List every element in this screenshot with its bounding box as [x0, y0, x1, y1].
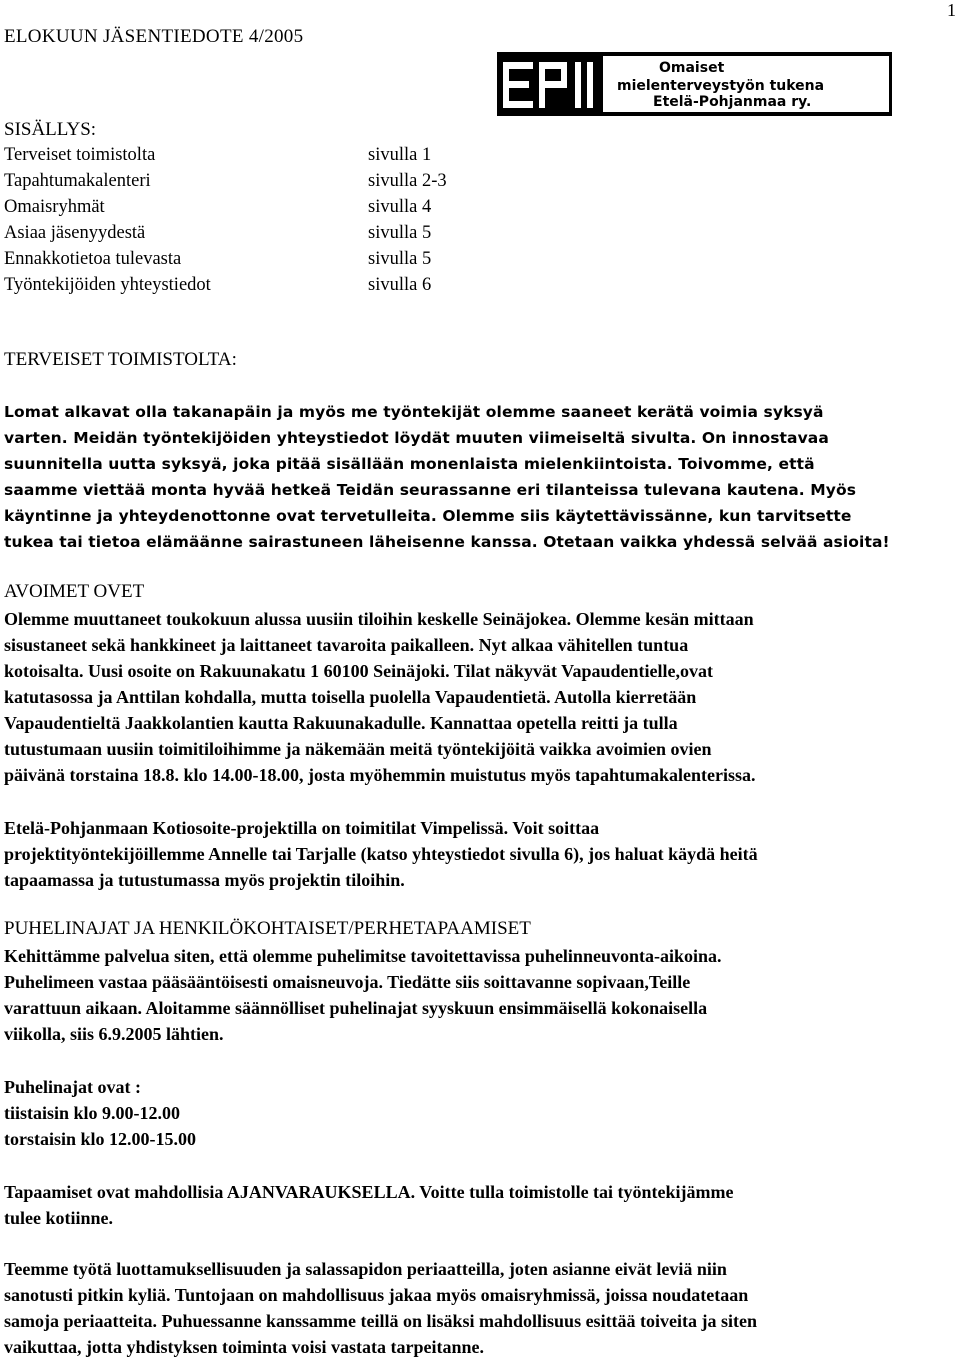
phone-hours-list-heading: Puhelinajat ovat :	[4, 1077, 141, 1097]
organization-logo	[497, 52, 892, 116]
toc-item-label: Ennakkotietoa tulevasta	[4, 249, 182, 269]
toc-item-page: sivulla 4	[368, 197, 432, 217]
page-number: 1	[947, 0, 956, 20]
phone-hours-item: torstaisin klo 12.00-15.00	[4, 1129, 197, 1149]
toc-item-page: sivulla 6	[368, 275, 432, 295]
paragraph-line: tapaamassa ja tutustumassa myös projektin tiloihin.	[4, 870, 405, 890]
confidentiality-paragraph	[4, 1256, 954, 1360]
toc-item-label: Terveiset toimistolta	[4, 145, 156, 165]
phone-hours-heading: PUHELINAJAT JA HENKILÖKOHTAISET/PERHETAPAAMISET	[4, 918, 531, 939]
toc-item-page: sivulla 2-3	[368, 171, 447, 191]
toc-item-page: sivulla 1	[368, 145, 432, 165]
paragraph-line: varattuun aikaan. Aloitamme säännölliset puhelinajat syyskuun ensimmäisellä kokonaisella	[4, 998, 708, 1018]
paragraph-line: varten. Meidän työntekijöiden yhteystiedot löydät muuten viimeiseltä sivulta. On innostavaa	[4, 429, 829, 447]
greetings-heading: TERVEISET TOIMISTOLTA:	[4, 349, 237, 370]
paragraph-line: sisustaneet sekä hankkineet ja laittaneet tavaroita paikalleen. Nyt alkaa vähitellen tuntua	[4, 635, 689, 655]
toc-item-label: Asiaa jäsenyydestä	[4, 223, 146, 243]
logo-text-line-3: Etelä-Pohjanmaa ry.	[653, 94, 812, 110]
open-doors-heading: AVOIMET OVET	[4, 581, 145, 602]
paragraph-line: katutasossa ja Anttilan kohdalla, mutta toisella puolella Vapaudentietä. Autolla kierretään	[4, 687, 697, 707]
paragraph-line: samoja periaatteita. Puhuessanne kanssamme teillä on lisäksi mahdollisuus esittää toiveita ja siten	[4, 1311, 758, 1331]
paragraph-line: Etelä-Pohjanmaan Kotiosoite-projektilla on toimitilat Vimpelissä. Voit soittaa	[4, 818, 600, 838]
paragraph-line: käyntinne ja yhteydenottonne ovat tervetulleita. Olemme siis käytettävissänne, kun tarvitsette	[4, 507, 852, 525]
paragraph-line: Lomat alkavat olla takanapäin ja myös me työntekijät olemme saaneet kerätä voimia syksyä	[4, 403, 824, 421]
appointments-paragraph	[4, 1179, 954, 1231]
home-support-paragraph	[4, 815, 954, 893]
phone-hours-item: tiistaisin klo 9.00-12.00	[4, 1103, 181, 1123]
logo-text-line-1: Omaiset	[659, 60, 725, 76]
phone-hours-list	[4, 1074, 954, 1152]
paragraph-line: projektityöntekijöillemme Annelle tai Tarjalle (katso yhteystiedot sivulla 6), jos haluat käydä heitä	[4, 844, 758, 864]
toc-heading: SISÄLLYS:	[4, 119, 97, 140]
open-doors-paragraph	[4, 606, 954, 788]
paragraph-line: tulee kotiinne.	[4, 1208, 114, 1228]
paragraph-line: Teemme työtä luottamuksellisuuden ja salassapidon periaatteilla, joten asianne eivät leviä niin	[4, 1259, 727, 1279]
toc-item-page: sivulla 5	[368, 249, 432, 269]
logo-text-line-2: mielenterveystyön tukena	[617, 78, 825, 94]
paragraph-line: sanotusti pitkin kyliä. Tuntojaan on mahdollisuus jakaa myös omaisryhmissä, joissa noudatetaan	[4, 1285, 749, 1305]
paragraph-line: tutustumaan uusiin toimitiloihimme ja näkemään meitä työntekijöitä vaikka avoimien ovien	[4, 739, 712, 759]
paragraph-line: päivänä torstaina 18.8. klo 14.00-18.00, josta myöhemmin muistutus myös tapahtumakalenterissa.	[4, 765, 756, 785]
paragraph-line: Tapaamiset ovat mahdollisia AJANVARAUKSELLA. Voitte tulla toimistolle tai työntekijämme	[4, 1182, 734, 1202]
greetings-paragraph	[4, 399, 954, 555]
phone-hours-paragraph	[4, 943, 954, 1047]
toc-item-page: sivulla 5	[368, 223, 432, 243]
paragraph-line: kotoisalta. Uusi osoite on Rakuunakatu 1 60100 Seinäjoki. Tilat näkyvät Vapaudentielle,ovat	[4, 661, 713, 681]
paragraph-line: Kehittämme palvelua siten, että olemme puhelimitse tavoitettavissa puhelinneuvonta-aikoina.	[4, 946, 722, 966]
paragraph-line: viikolla, siis 6.9.2005 lähtien.	[4, 1024, 224, 1044]
paragraph-line: Puhelimeen vastaa pääsääntöisesti omaisneuvoja. Tiedätte siis soittavanne sopivaan,Teille	[4, 972, 691, 992]
toc-item-label: Tapahtumakalenteri	[4, 171, 151, 191]
paragraph-line: Vapaudentieltä Jaakkolantien kautta Rakuunakadulle. Kannattaa opetella reitti ja tulla	[4, 713, 678, 733]
paragraph-line: tukea tai tietoa elämäänne sairastuneen läheisenne kanssa. Otetaan vaikka yhdessä selvää asioita!	[4, 533, 890, 551]
document-title: ELOKUUN JÄSENTIEDOTE 4/2005	[4, 26, 304, 47]
paragraph-line: suunnitella uutta syksyä, joka pitää sisällään monenlaista mielenkiintoista. Toivomme, että	[4, 455, 815, 473]
paragraph-line: saamme viettää monta hyvää hetkeä Teidän seurassanne eri tilanteissa tulevana kautena. Myös	[4, 481, 857, 499]
paragraph-line: Olemme muuttaneet toukokuun alussa uusiin tiloihin keskelle Seinäjokea. Olemme kesän mittaan	[4, 609, 754, 629]
paragraph-line: vaikuttaa, jotta yhdistyksen toiminta voisi vastata tarpeitanne.	[4, 1337, 485, 1357]
toc-item-label: Omaisryhmät	[4, 197, 105, 217]
toc-item-label: Työntekijöiden yhteystiedot	[4, 275, 211, 295]
